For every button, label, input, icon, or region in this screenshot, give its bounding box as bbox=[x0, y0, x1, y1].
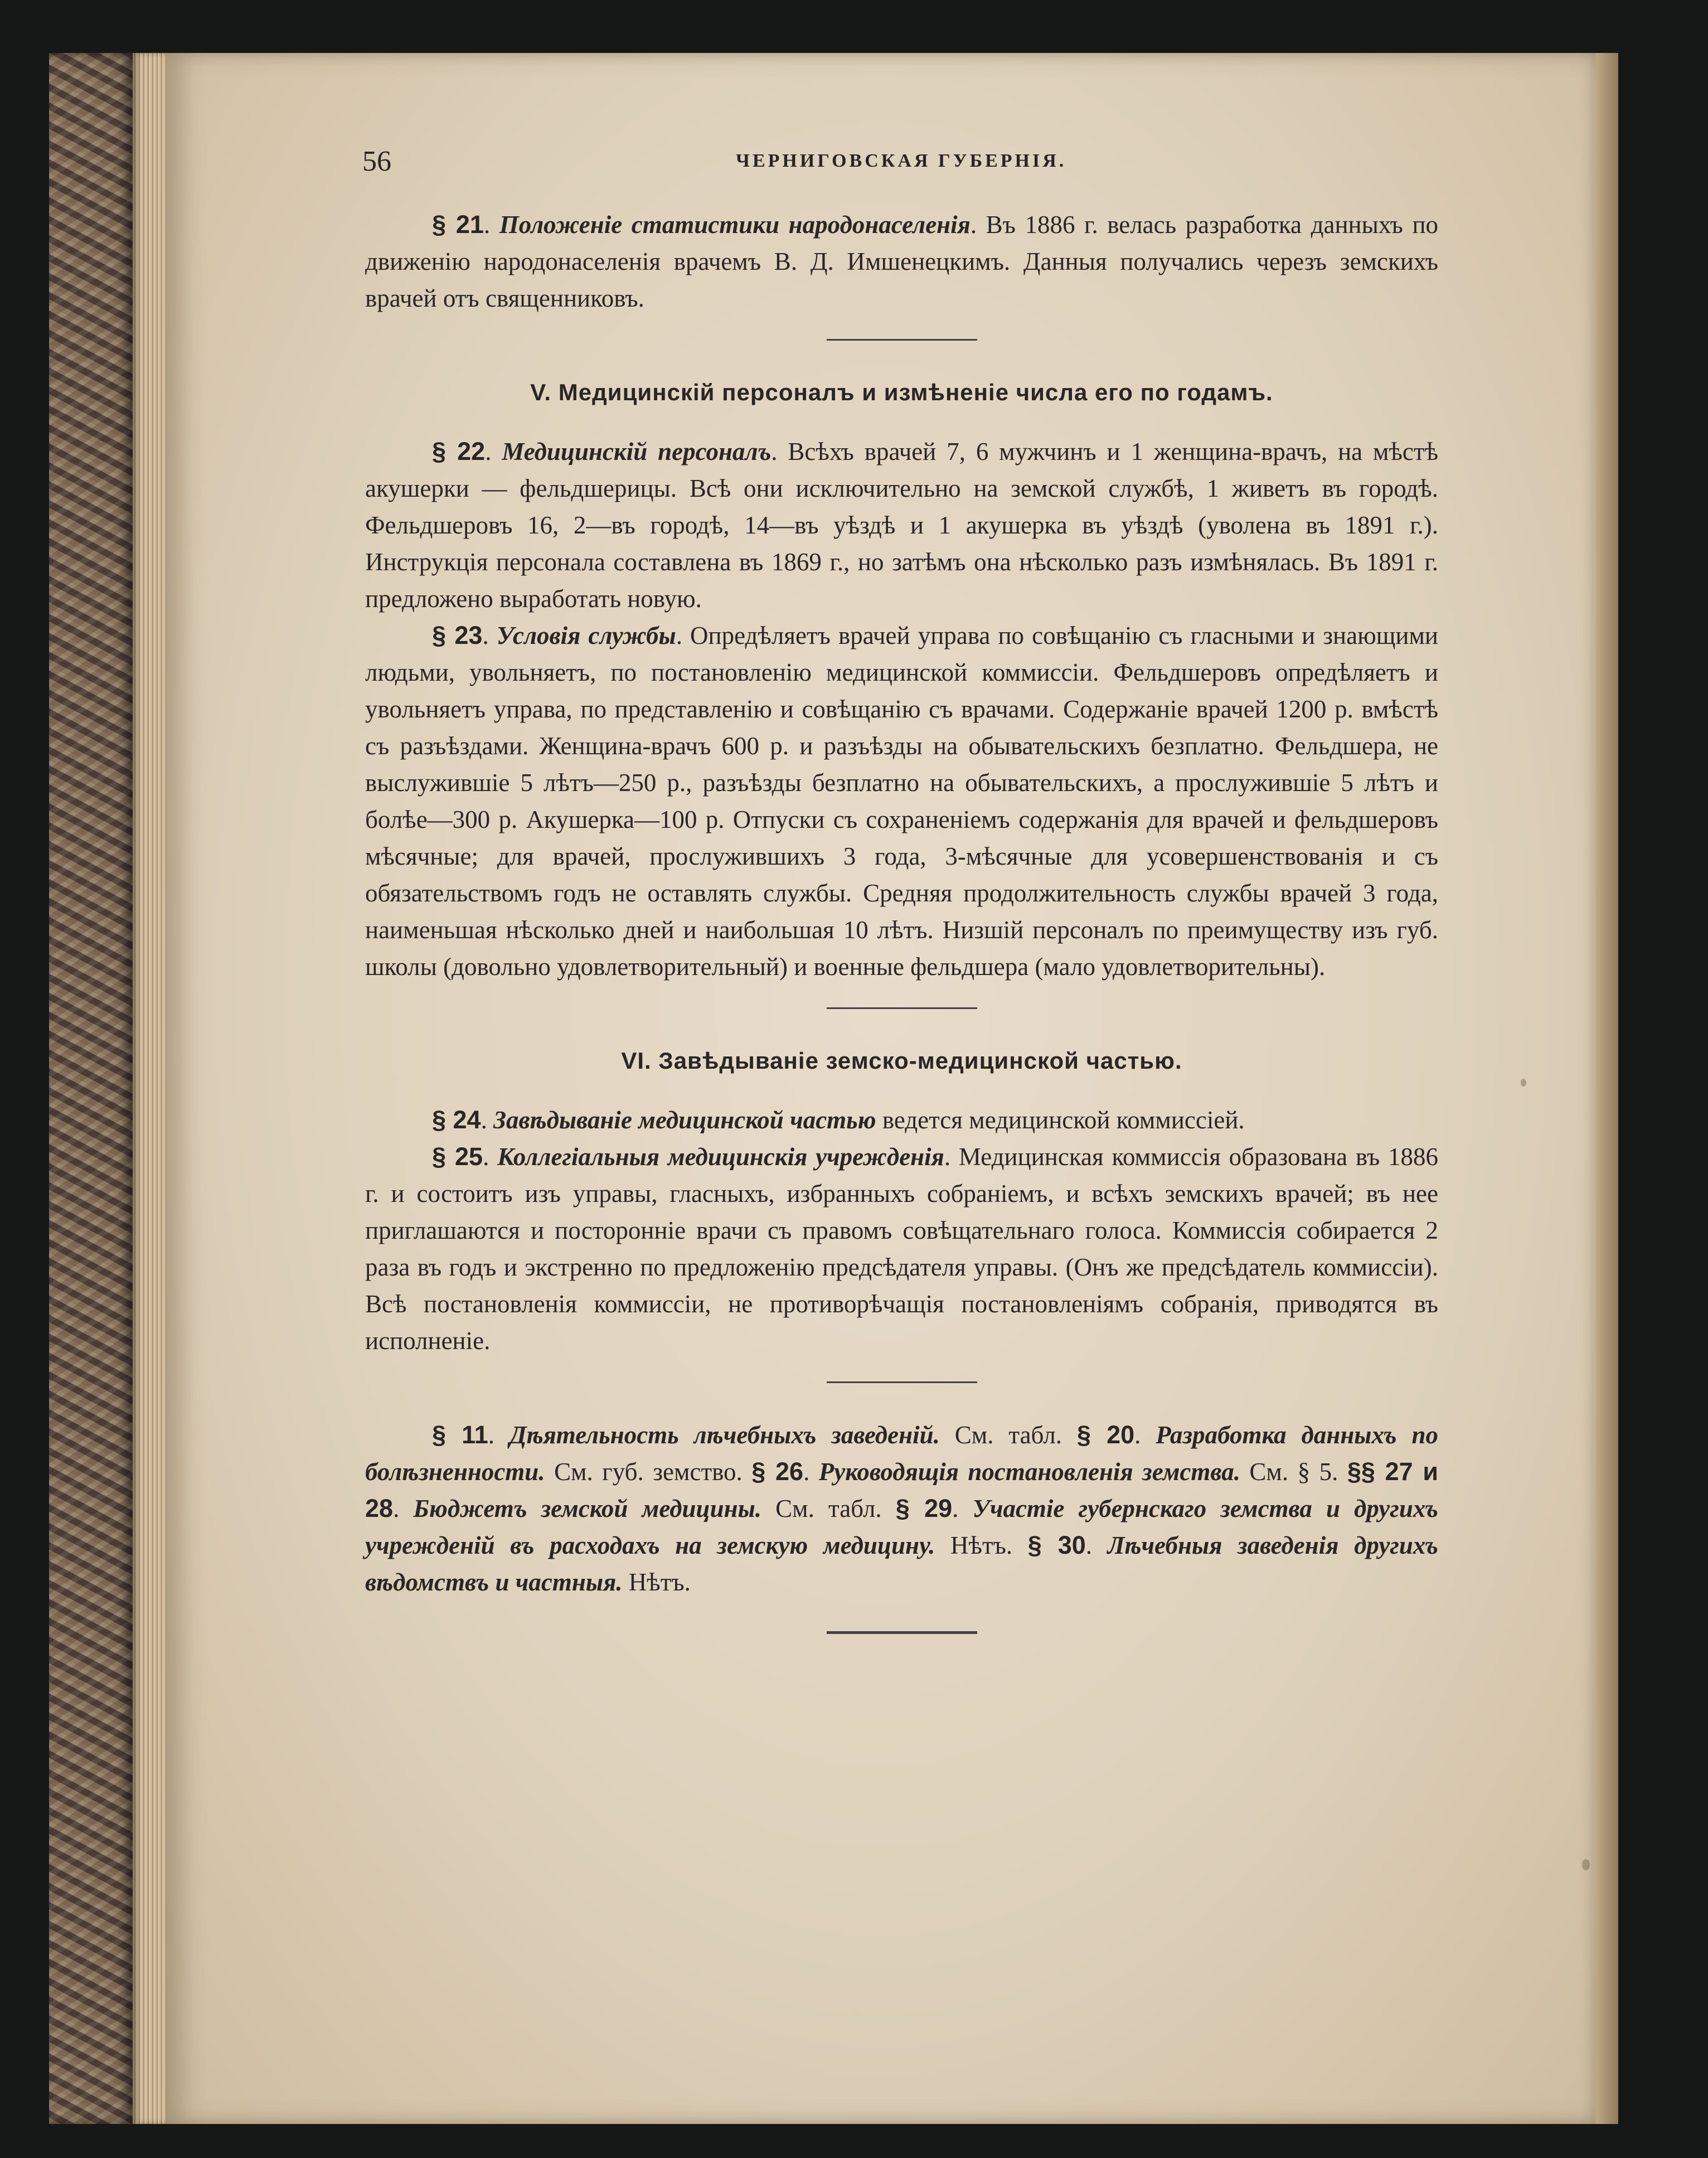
paragraph-s23: § 23. Условія службы. Опредѣляетъ врачей управа по совѣщанію съ гласными и знающими людьми, увольняетъ, по постановленію медицинской коммиссіи. Фельдшеровъ опредѣляетъ и увольняетъ управа, по представленію и совѣщанію съ врачами. Содержаніе врачей 1200 р. вмѣстѣ съ разъѣздами. Женщина-врачъ 600 р. и разъѣзды на обывательскихъ безплатно. Фельдшера, не выслужившіе 5 лѣтъ—250 р., разъѣзды безплатно на обывательскихъ, а прослужившіе 5 лѣтъ и болѣе—300 р. Акушерка—100 р. Отпуски съ сохраненіемъ содержанія для врачей и фельдшеровъ мѣсячные; для врачей, прослужившихъ 3 года, 3-мѣсячные для усовершенствованія и съ обязательствомъ годъ не оставлять службы. Средняя продолжительность службы врачей 3 года, наименьшая нѣсколько дней и наибольшая 10 лѣтъ. Низшій персоналъ по преимуществу изъ губ. школы (довольно удовлетворительный) и военные фельдшера (мало удовлетворительны). bbox=[365, 621, 1439, 981]
book-binding bbox=[49, 53, 133, 2124]
section-number: § 21 bbox=[432, 210, 484, 239]
ref-s20-text: См. губ. земство. bbox=[554, 1458, 743, 1486]
ref-s26-title: Руководящія постановленія земства. bbox=[818, 1458, 1240, 1486]
ref-s11-text: См. табл. bbox=[954, 1421, 1062, 1449]
ref-s29-number: § 29 bbox=[895, 1494, 953, 1522]
section-title: Коллегіальныя медицинскія учрежденія bbox=[497, 1143, 944, 1171]
right-page-edge bbox=[1596, 53, 1618, 2124]
section-heading-vi: VI. Завѣдываніе земско-медицинской частью. bbox=[621, 1048, 1182, 1074]
divider bbox=[827, 339, 977, 341]
ref-s29-title: Участіе губернскаго земства и другихъ учрежденій въ расходахъ на земскую медицину. bbox=[365, 1495, 1438, 1559]
section-text: Медицинская коммиссія образована въ 1886 г. и состоитъ изъ управы, гласныхъ, избранныхъ собраніемъ, и всѣхъ земскихъ врачей; въ нее приглашаются и посторонніе врачи съ правомъ совѣщательнаго голоса. Коммиссія собирается 2 раза въ годъ и экстренно по предложенію предсѣдателя управы. (Онъ же предсѣдатель коммиссіи). Всѣ постановленія коммиссіи, не противорѣчащія постановленіямъ собранія, приводятся въ исполненіе. bbox=[365, 1143, 1439, 1355]
ref-s20-number: § 20 bbox=[1076, 1420, 1135, 1449]
page-body bbox=[365, 206, 1438, 1667]
section-text: Опредѣляетъ врачей управа по совѣщанію съ гласными и знающими людьми, увольняетъ, по постановленію медицинской коммиссіи. Фельдшеровъ опредѣляетъ и увольняетъ управа, по представленію и совѣщанію съ врачами. Содержаніе врачей 1200 р. вмѣстѣ съ разъѣздами. Женщина-врачъ 600 р. и разъѣзды на обывательскихъ безплатно. Фельдшера, не выслужившіе 5 лѣтъ—250 р., разъѣзды безплатно на обывательскихъ, а прослужившіе 5 лѣтъ и болѣе—300 р. Акушерка—100 р. Отпуски съ сохраненіемъ содержанія для врачей и фельдшеровъ мѣсячные; для врачей, прослужившихъ 3 года, 3-мѣсячные для усовершенствованія и съ обязательствомъ годъ не оставлять службы. Средняя продолжительность службы врачей 3 года, наименьшая нѣсколько дней и наибольшая 10 лѣтъ. Низшій персоналъ по преимуществу изъ губ. школы (довольно удовлетворительный) и военные фельдшера (мало удовлетворительны). bbox=[365, 622, 1439, 981]
section-text: Въ 1886 г. велась разработка данныхъ по движенію народонаселенія врачемъ В. Д. Имшенецкимъ. Данныя получались черезъ земскихъ врачей отъ священниковъ. bbox=[365, 211, 1439, 312]
ref-s11-number: § 11 bbox=[432, 1420, 488, 1449]
paragraph-s21: § 21. Положеніе статистики народонаселенія. Въ 1886 г. велась разработка данныхъ по движенію народонаселенія врачемъ В. Д. Имшенецкимъ. Данныя получались черезъ земскихъ врачей отъ священниковъ. bbox=[365, 210, 1439, 312]
paragraph-s22: § 22. Медицинскій персоналъ. Всѣхъ врачей 7, 6 мужчинъ и 1 женщина-врачъ, на мѣстѣ акушерки — фельдшерицы. Всѣ они исключительно на земской службѣ, 1 живетъ въ городѣ. Фельдшеровъ 16, 2—въ городѣ, 14—въ уѣздѣ и 1 акушерка въ уѣздѣ (уволена въ 1891 г.). Инструкція персонала составлена въ 1869 г., но затѣмъ она нѣсколько разъ измѣнялась. Въ 1891 г. предложено выработать новую. bbox=[365, 437, 1439, 613]
section-number: § 23 bbox=[432, 621, 483, 649]
ref-s11-title: Дѣятельность лѣчебныхъ заведеній. bbox=[509, 1421, 940, 1449]
paragraph-s24: § 24. Завѣдываніе медицинской частью ведется медицинской коммиссіей. bbox=[432, 1105, 1245, 1134]
ref-s30-number: § 30 bbox=[1027, 1531, 1086, 1559]
section-number: § 25 bbox=[432, 1142, 483, 1171]
section-title: Медицинскій персоналъ bbox=[502, 438, 771, 465]
ref-s30-title: Лѣчебныя заведенія другихъ вѣдомствъ и частныя. bbox=[365, 1531, 1439, 1596]
end-rule bbox=[827, 1631, 977, 1634]
section-title: Завѣдываніе медицинской частью bbox=[493, 1106, 876, 1134]
page-edges bbox=[133, 53, 166, 2124]
paragraph-s25: § 25. Коллегіальныя медицинскія учрежденія. Медицинская коммиссія образована въ 1886 г. и состоитъ изъ управы, гласныхъ, избранныхъ собраніемъ, и всѣхъ земскихъ врачей; въ нее приглашаются и посторонніе врачи съ правомъ совѣщательнаго голоса. Коммиссія собирается 2 раза въ годъ и экстренно по предложенію предсѣдателя управы. (Онъ же предсѣдатель коммиссіи). Всѣ постановленія коммиссіи, не противорѣчащія постановленіямъ собранія, приводятся въ исполненіе. bbox=[365, 1142, 1439, 1355]
ref-s20-title: Разработка данныхъ по болѣзненности. bbox=[365, 1421, 1439, 1486]
section-number: § 22 bbox=[432, 437, 486, 465]
ref-s27-number: §§ 27 и 28 bbox=[365, 1457, 1439, 1522]
running-title: ЧЕРНИГОВСКАЯ ГУБЕРНІЯ. bbox=[736, 151, 1067, 171]
running-head bbox=[362, 145, 1449, 184]
divider bbox=[827, 1007, 977, 1009]
section-number: § 24 bbox=[432, 1105, 481, 1134]
ref-s29-text: Нѣтъ. bbox=[950, 1531, 1013, 1559]
section-title: Условія службы bbox=[496, 622, 676, 649]
page-number: 56 bbox=[362, 146, 391, 177]
paragraph-references: § 11. Дѣятельность лѣчебныхъ заведеній. См. табл. § 20. Разработка данныхъ по болѣзненности. См. губ. земство. § 26. Руководящія постановленія земства. См. § 5. §§ 27 и 28. Бюджетъ земской медицины. См. табл. § 29. Участіе губернскаго земства и другихъ учрежденій въ расходахъ на земскую медицину. Нѣтъ. § 30. Лѣчебныя заведенія другихъ вѣдомствъ и частныя. Нѣтъ. bbox=[365, 1420, 1439, 1596]
section-text: Всѣхъ врачей 7, 6 мужчинъ и 1 женщина-врачъ, на мѣстѣ акушерки — фельдшерицы. Всѣ они исключительно на земской службѣ, 1 живетъ въ городѣ. Фельдшеровъ 16, 2—въ городѣ, 14—въ уѣздѣ и 1 акушерка въ уѣздѣ (уволена въ 1891 г.). Инструкція персонала составлена въ 1869 г., но затѣмъ она нѣсколько разъ измѣнялась. Въ 1891 г. предложено выработать новую. bbox=[365, 438, 1439, 613]
ref-s27-title: Бюджетъ земской медицины. bbox=[413, 1495, 762, 1522]
section-title: Положеніе статистики народонаселенія bbox=[499, 211, 971, 239]
section-heading-v: V. Медицинскій персоналъ и измѣненіе числа его по годамъ. bbox=[530, 379, 1273, 405]
divider bbox=[827, 1381, 977, 1383]
ref-s30-text: Нѣтъ. bbox=[628, 1568, 691, 1596]
section-text: ведется медицинской коммиссіей. bbox=[882, 1106, 1245, 1134]
ref-s27-text: См. табл. bbox=[775, 1495, 882, 1522]
ref-s26-text: См. § 5. bbox=[1249, 1458, 1338, 1486]
ref-s26-number: § 26 bbox=[751, 1457, 804, 1486]
